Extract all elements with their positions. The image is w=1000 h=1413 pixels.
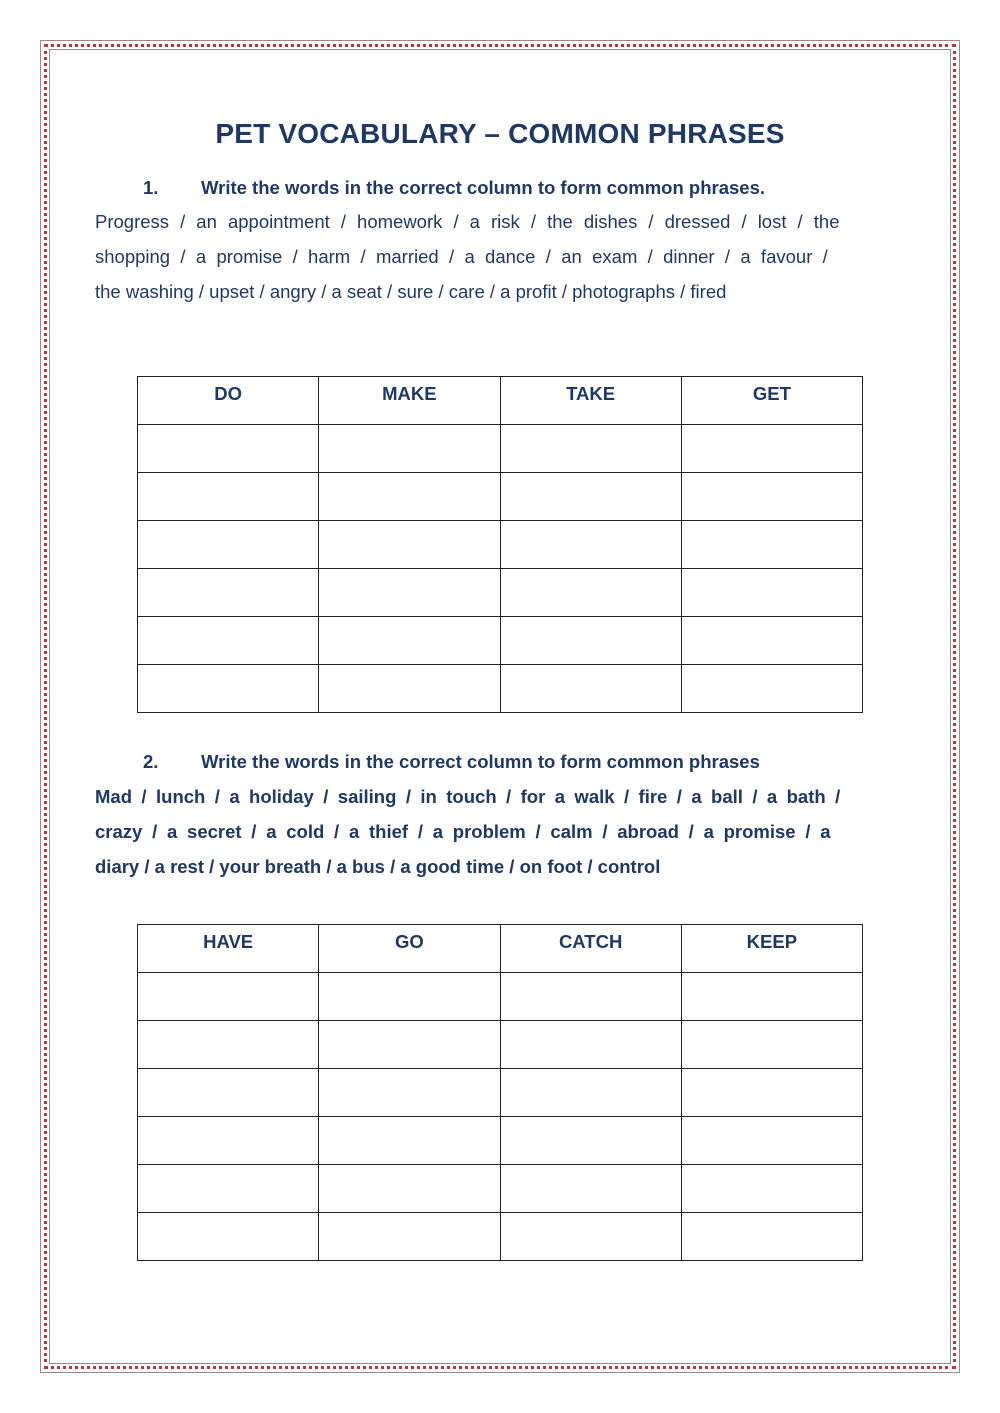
table-row (138, 521, 863, 569)
answer-cell-have[interactable] (138, 1069, 319, 1117)
page-title: PET VOCABULARY – COMMON PHRASES (215, 118, 785, 149)
exercise-2-table (137, 924, 863, 1261)
answer-cell-do[interactable] (138, 569, 319, 617)
answer-cell-have[interactable] (138, 973, 319, 1021)
answer-cell-keep[interactable] (681, 1117, 862, 1165)
answer-cell-keep[interactable] (681, 1021, 862, 1069)
answer-cell-make[interactable] (319, 425, 500, 473)
answer-cell-do[interactable] (138, 425, 319, 473)
answer-cell-have[interactable] (138, 1117, 319, 1165)
column-header-go: GO (319, 925, 500, 973)
answer-cell-take[interactable] (500, 569, 681, 617)
answer-cell-get[interactable] (681, 569, 862, 617)
answer-cell-do[interactable] (138, 665, 319, 713)
answer-cell-take[interactable] (500, 473, 681, 521)
answer-cell-make[interactable] (319, 569, 500, 617)
column-header-do: DO (138, 377, 319, 425)
table-header-row (138, 925, 863, 973)
word-bank-line: shopping / a promise / harm / married / a dance / an exam / dinner / a favour / (95, 246, 828, 267)
table-row (138, 1165, 863, 1213)
table-row (138, 1069, 863, 1117)
answer-cell-get[interactable] (681, 665, 862, 713)
answer-cell-make[interactable] (319, 665, 500, 713)
answer-cell-keep[interactable] (681, 1165, 862, 1213)
column-header-get: GET (681, 377, 862, 425)
exercise-2-number: 2. (143, 751, 159, 772)
table-row (138, 973, 863, 1021)
answer-cell-get[interactable] (681, 425, 862, 473)
answer-cell-have[interactable] (138, 1213, 319, 1261)
answer-cell-go[interactable] (319, 973, 500, 1021)
answer-cell-take[interactable] (500, 521, 681, 569)
answer-cell-go[interactable] (319, 1213, 500, 1261)
answer-cell-do[interactable] (138, 521, 319, 569)
column-header-have: HAVE (138, 925, 319, 973)
answer-cell-go[interactable] (319, 1165, 500, 1213)
answer-cell-get[interactable] (681, 473, 862, 521)
column-header-keep: KEEP (681, 925, 862, 973)
answer-cell-catch[interactable] (500, 1165, 681, 1213)
table-row (138, 665, 863, 713)
answer-cell-make[interactable] (319, 473, 500, 521)
answer-cell-keep[interactable] (681, 1069, 862, 1117)
exercise-2-instruction-text: Write the words in the correct column to form common phrases (201, 751, 760, 772)
exercise-2-instruction (143, 751, 760, 773)
answer-cell-make[interactable] (319, 521, 500, 569)
word-bank-line: Progress / an appointment / homework / a risk / the dishes / dressed / lost / the (95, 211, 840, 232)
answer-cell-have[interactable] (138, 1165, 319, 1213)
exercise-1-instruction (143, 177, 765, 199)
exercise-2-word-bank (95, 779, 905, 884)
answer-cell-keep[interactable] (681, 1213, 862, 1261)
answer-cell-have[interactable] (138, 1021, 319, 1069)
answer-cell-make[interactable] (319, 617, 500, 665)
table-header-row (138, 377, 863, 425)
answer-cell-catch[interactable] (500, 973, 681, 1021)
word-bank-line: Mad / lunch / a holiday / sailing / in touch / for a walk / fire / a ball / a bath / (95, 786, 841, 807)
exercise-1-instruction-text: Write the words in the correct column to form common phrases. (201, 177, 765, 198)
word-bank-line: crazy / a secret / a cold / a thief / a problem / calm / abroad / a promise / a (95, 821, 831, 842)
answer-cell-keep[interactable] (681, 973, 862, 1021)
answer-cell-go[interactable] (319, 1069, 500, 1117)
answer-cell-catch[interactable] (500, 1213, 681, 1261)
table-row (138, 1117, 863, 1165)
exercise-1-word-bank (95, 204, 905, 309)
answer-cell-catch[interactable] (500, 1117, 681, 1165)
column-header-take: TAKE (500, 377, 681, 425)
answer-cell-go[interactable] (319, 1117, 500, 1165)
table-row (138, 425, 863, 473)
column-header-catch: CATCH (500, 925, 681, 973)
answer-cell-take[interactable] (500, 425, 681, 473)
exercise-1-table (137, 376, 863, 713)
word-bank-line: the washing / upset / angry / a seat / sure / care / a profit / photographs / fired (95, 281, 727, 302)
table-row (138, 473, 863, 521)
exercise-1-number: 1. (143, 177, 159, 198)
answer-cell-do[interactable] (138, 617, 319, 665)
answer-cell-get[interactable] (681, 521, 862, 569)
table-row (138, 569, 863, 617)
answer-cell-take[interactable] (500, 665, 681, 713)
word-bank-line: diary / a rest / your breath / a bus / a good time / on foot / control (95, 856, 661, 877)
column-header-make: MAKE (319, 377, 500, 425)
answer-cell-catch[interactable] (500, 1021, 681, 1069)
answer-cell-get[interactable] (681, 617, 862, 665)
table-row (138, 1213, 863, 1261)
answer-cell-go[interactable] (319, 1021, 500, 1069)
table-row (138, 617, 863, 665)
answer-cell-do[interactable] (138, 473, 319, 521)
answer-cell-catch[interactable] (500, 1069, 681, 1117)
table-row (138, 1021, 863, 1069)
answer-cell-take[interactable] (500, 617, 681, 665)
